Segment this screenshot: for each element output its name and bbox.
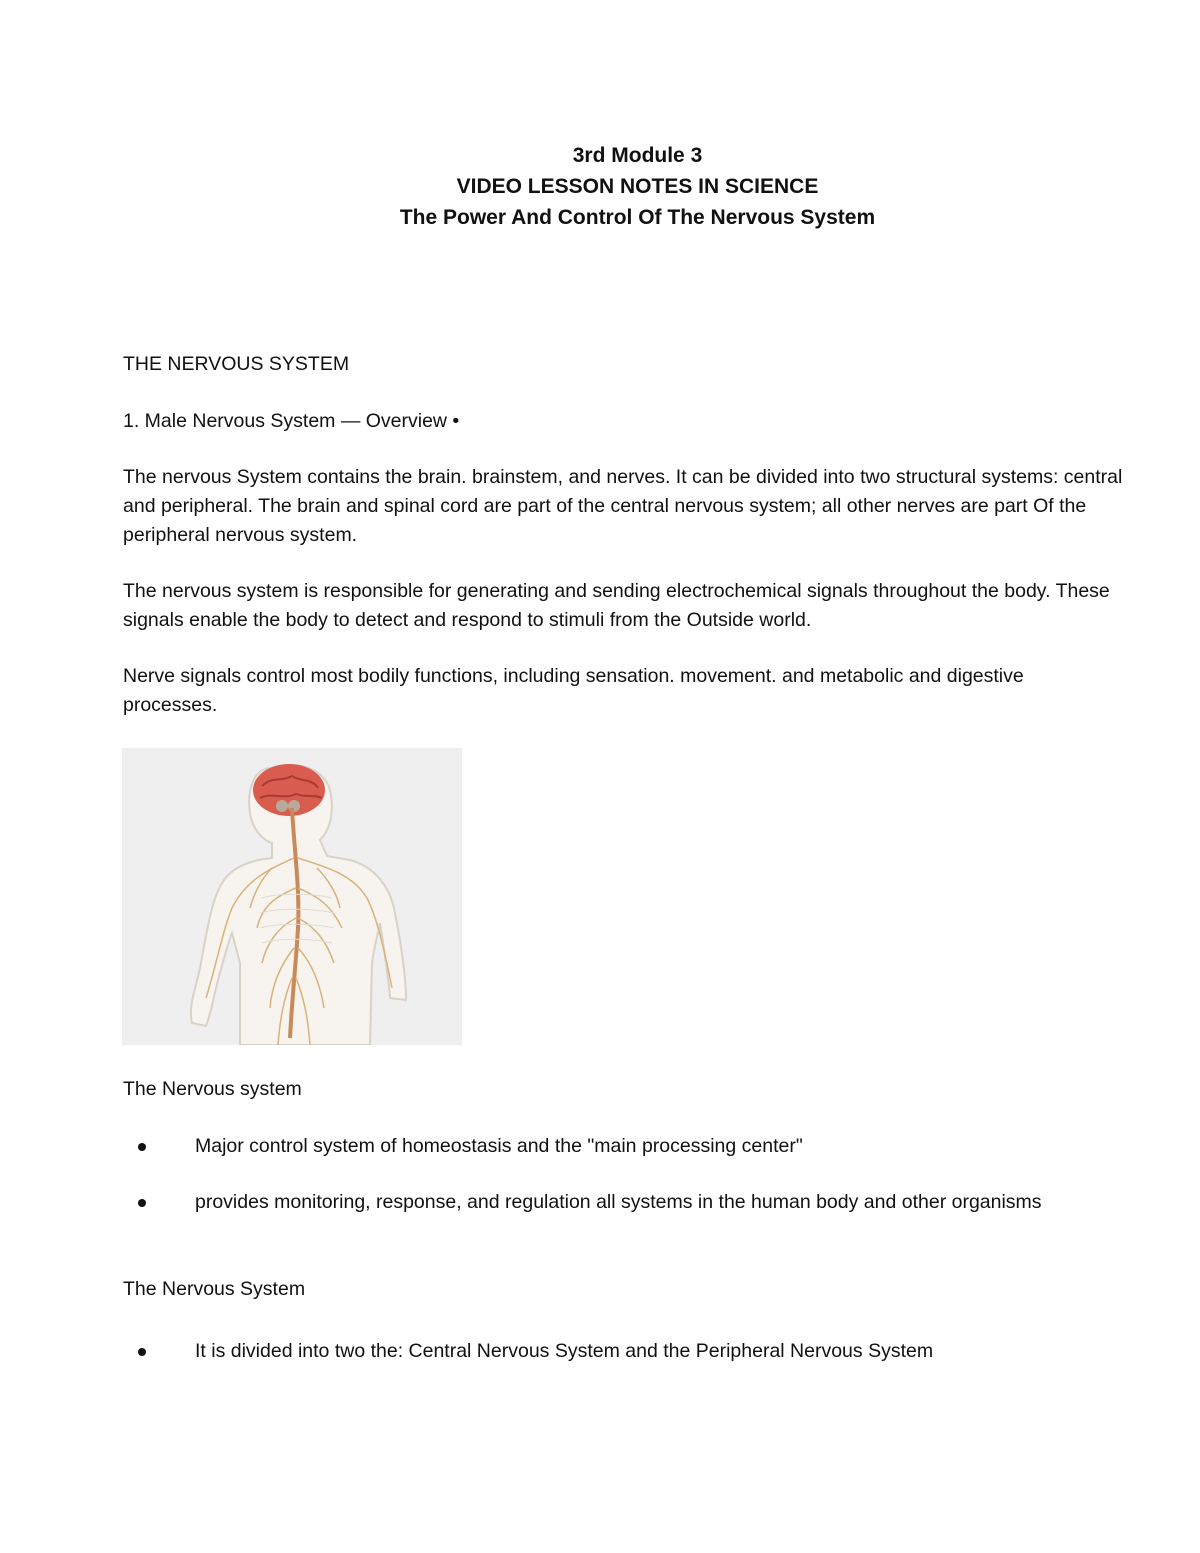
list-item <box>123 1188 1123 1217</box>
paragraph-2: The nervous system is responsible for generating and sending electrochemical signals throughout the body. These signals enable the body to detect and respond to stimuli from the Outside world. <box>123 580 1110 631</box>
nervous-system-illustration <box>122 748 462 1045</box>
document-title <box>0 140 1200 233</box>
list-2-heading: The Nervous System <box>123 1278 306 1300</box>
list-item <box>123 1337 1123 1366</box>
title-line-1: 3rd Module 3 <box>572 144 703 167</box>
paragraph-1: The nervous System contains the brain. brainstem, and nerves. It can be divided into two structural systems: central and peripheral. The brain and spinal cord are part of the central nervous system; all other nerves are part Of the peripheral nervous system. <box>123 466 1123 546</box>
section-heading: THE NERVOUS SYSTEM <box>123 353 350 375</box>
list-1 <box>123 1132 1123 1217</box>
paragraph-3: Nerve signals control most bodily functions, including sensation. movement. and metabolic and digestive processes. <box>123 665 1024 716</box>
subheading: 1. Male Nervous System — Overview • <box>123 410 460 432</box>
title-line-3: The Power And Control Of The Nervous System <box>399 206 876 229</box>
nervous-system-illustration-icon <box>122 748 462 1045</box>
bullet-icon <box>138 1143 146 1151</box>
list-2 <box>123 1337 1123 1366</box>
bullet-icon <box>138 1348 146 1356</box>
list-item-text: It is divided into two the: Central Nervous System and the Peripheral Nervous System <box>195 1340 934 1362</box>
list-item-text: Major control system of homeostasis and the "main processing center" <box>195 1135 803 1157</box>
bullet-icon <box>138 1199 146 1207</box>
list-item-text: provides monitoring, response, and regulation all systems in the human body and other organisms <box>195 1191 1042 1213</box>
title-line-2: VIDEO LESSON NOTES IN SCIENCE <box>456 175 819 198</box>
list-1-heading: The Nervous system <box>123 1078 302 1100</box>
list-item <box>123 1132 1123 1161</box>
